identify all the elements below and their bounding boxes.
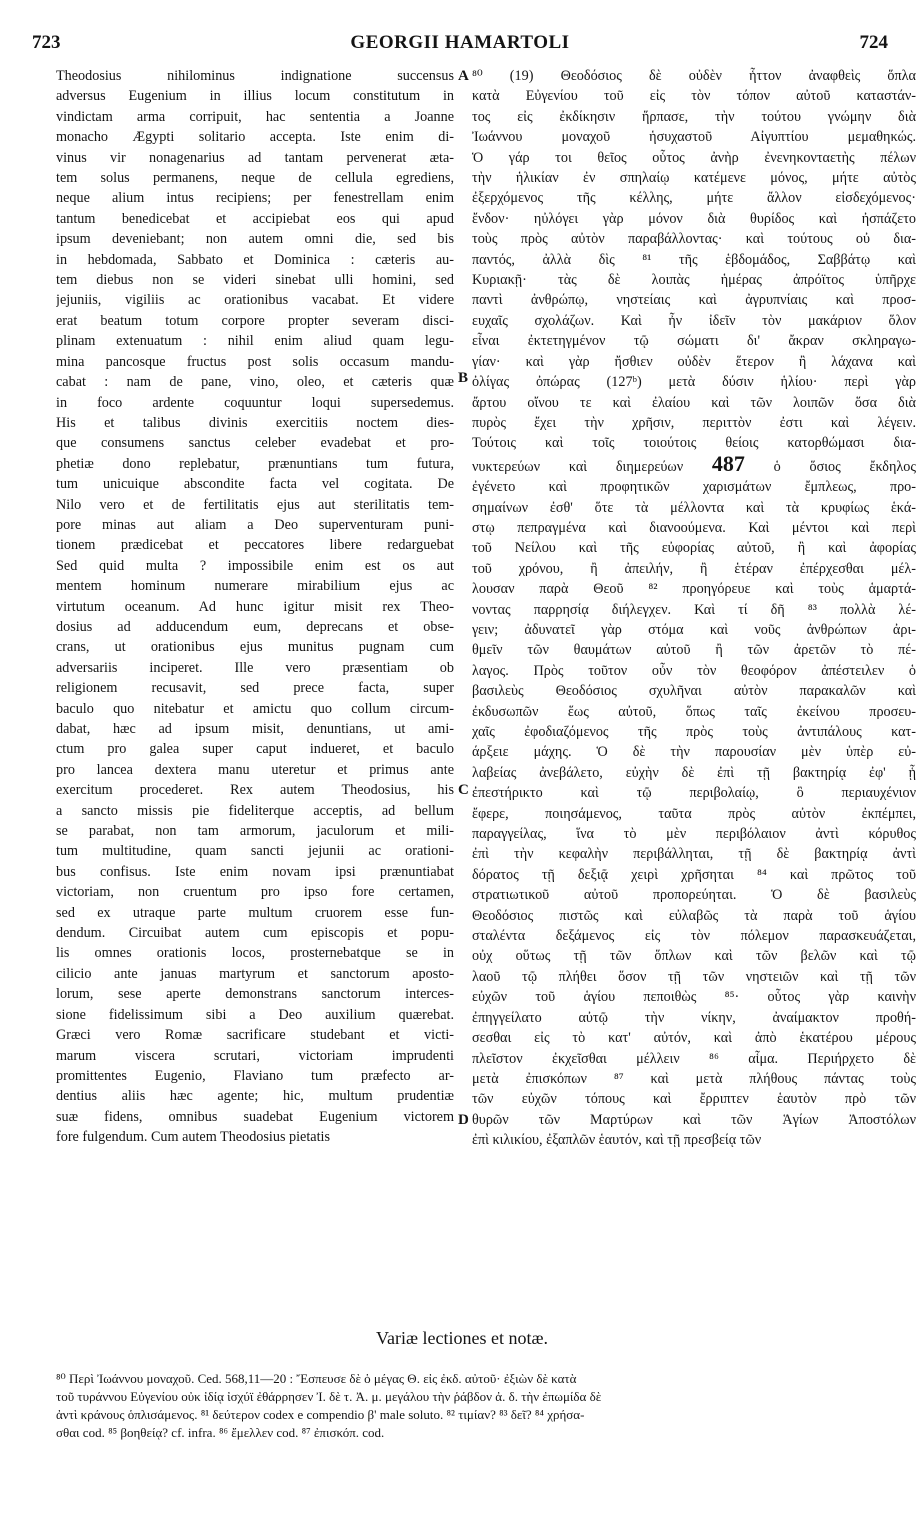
greek-line-part: νυκτερεύων καὶ διημερεύων (472, 458, 684, 475)
latin-line: monacho Ægypti solitario accepta. Iste enim di- (56, 129, 454, 146)
latin-line: mentem hominum numerare mirabilium ejus ac (56, 578, 454, 595)
greek-line: βασιλεὺς Θεοδόσιος σχυλῆναι αὐτὸν παρακαλῶν καὶ (472, 683, 916, 700)
latin-line: se parabat, non tam armorum, jaculorum et mili- (56, 823, 454, 840)
greek-line: ἐγένετο καὶ προφητικῶν χαρισμάτων ἔμπλεως, προ- (472, 479, 916, 496)
greek-line: ἄρτου οἴνου τε καὶ ἐλαίου καὶ τῶν λοιπῶν ὅσα διὰ (472, 394, 916, 411)
latin-line: neque alium intus recipiens; per fenestrellam enim (56, 190, 454, 207)
latin-line: virtutum oceanum. Ad hunc igitur misit rex Theo- (56, 598, 454, 615)
greek-line: τοὺς πρὸς αὐτὸν παραβάλλοντας· καὶ τούτους οὐ δια- (472, 231, 916, 248)
page-number-left: 723 (32, 32, 61, 53)
greek-line: τοῦ χρόνου, ἢ ἀπειλήν, ἢ ἑτέραν ἐπέρχεσθαι μέλ- (472, 560, 916, 577)
greek-line: τὴν ἡλικίαν ἐν σπηλαίῳ κατέμενε μόνος, μήτε αὐτὸς (472, 170, 916, 187)
greek-line: άρξειε μάχης. Ὁ δὲ τὴν παρουσίαν μὲν ὑπὲρ εὐ- (472, 744, 916, 761)
greek-line: παραγγείλας, ἵνα τὸ μὲν περιβόλαιον ἀντὶ κόρυθος (472, 826, 916, 843)
latin-line: baculo quo nitebatur et amictu quo collum circum- (56, 700, 454, 717)
greek-line: Τούτοις καὶ τοῖς τοιούτοις θείοις κατορθώμασι δια- (472, 435, 916, 452)
greek-line: ευχαῖς σχολάζων. Καὶ ἦν ἰδεῖν τὸν μακάριον ὅλον (472, 312, 916, 329)
greek-line: μετὰ ἐπισκόπων ⁸⁷ καὶ μετὰ πλήθους πάντας τοὺς (472, 1070, 916, 1087)
greek-line: Θεοδόσιος πιστῶς καὶ εὐλαβῶς τὰ παρὰ τοῦ ἁγίου (472, 907, 916, 924)
latin-line: sed ex utraque parte multum cruorem esse fun- (56, 904, 454, 921)
greek-column (472, 66, 916, 1151)
latin-line: Nilo vero et de fertilitatis ejus aut sterilitatis tem- (56, 496, 454, 513)
greek-line: ἐπὶ τὴν κεφαλὴν περιβάλληται, τῇ δὲ βακτηρίᾳ ἀντὶ (472, 846, 916, 863)
latin-line: promittentes Eugenio, Flaviano tum præfecto ar- (56, 1067, 454, 1084)
notes-heading: Variæ lectiones et notæ. (376, 1328, 548, 1348)
latin-line: tantum benedicebat et accipiebat eos qui apud (56, 210, 454, 227)
latin-line: suæ fidens, omnibus suadebat Eugenium victorem (56, 1108, 454, 1125)
latin-line: exercitum procederet. Rex autem Theodosius, his (56, 782, 454, 799)
greek-line: γίαν· καὶ γὰρ ἤσθιεν οὐδὲν ἕτερον ἢ λάχανα καὶ (472, 353, 916, 370)
greek-line: σημαίνων ἐσθ' ὅτε τὰ μέλλοντα καὶ τὰ κρυφίως ἑκά- (472, 499, 916, 516)
latin-line: dentius aliis hæc agente; hic, multum prudentiæ (56, 1088, 454, 1105)
greek-line: τῶν εὐχῶν τόπους καὶ ἔρριπτεν ἑαυτὸν πρὸ τῶν (472, 1091, 916, 1108)
note-line: σθαι cod. ⁸⁵ βοηθείᾳ? cf. infra. ⁸⁶ ἔμελλεν cod. ⁸⁷ ἐπισκόπ. cod. (56, 1425, 385, 1440)
note-line: ἀντὶ κράνους ὁπλισάμενος. ⁸¹ δεύτερον codex e compendio β' male soluto. ⁸² τιμίαν? ⁸³ δεῖ? ⁸⁴ χρήσα- (56, 1407, 585, 1422)
greek-line: ἐκδυσωπῶν ἕως αὐτοῦ, ὅπως ταῖς ἐκείνου προσευ- (472, 703, 916, 720)
latin-line: dosius ad adducendum eum, deprecans et obse- (56, 618, 454, 635)
latin-line: adversariis inciperet. Ille vero præsentiam ob (56, 659, 454, 676)
latin-line: pore minas aut aliam a Deo superventuram puni- (56, 516, 454, 533)
greek-line: σταλέντα δεξάμενος εἰς τὸν πόλεμον παρασκευάζεται, (472, 928, 916, 945)
latin-line: tionem prædicebat et peccatores libere redarguebat (56, 537, 454, 554)
latin-line: jejuniis, vigiliis ac orationibus vacabat. Et videre (56, 292, 454, 309)
latin-line: dabat, hæc ad ipsum misit, denuntians, ut ami- (56, 721, 454, 737)
margin-marker-b: B (458, 370, 469, 386)
greek-line: γειν; ἀδυνατεῖ γὰρ στόμα καὶ νοῦς ἀνθρώπων ἀρι- (472, 621, 916, 638)
greek-line: λαοῦ τῷ πλήθει ὅσον τῇ τῶν νηστειῶν καὶ τῇ τῶν (472, 968, 916, 985)
latin-line: in foco ardente coquuntur loqui supersedemus. (56, 394, 454, 411)
greek-line: σεσθαι εἰς τὸ κατ' αὐτόν, καὶ ἀπὸ ἑκατέρου μέρους (472, 1030, 916, 1047)
latin-line: Sed quid multa ? impossibile enim est os aut (56, 557, 454, 574)
greek-line: λουσαν παρὰ Θεοῦ ⁸² προηγόρευε καὶ τοὺς ἁμαρτά- (472, 581, 916, 598)
greek-line: χαῖς ἐφοδιαζόμενος τῆς πρὸς τοὺς ἀντιπάλους κατ- (472, 724, 916, 740)
greek-line: παντὶ ἀνθρώπῳ, νηστείαις καὶ ἀγρυπνίαις καὶ προσ- (472, 292, 916, 309)
latin-line: vinus vir nonagenarius ad tantam pervenerat æta- (56, 149, 454, 166)
latin-line: religionem recusavit, sed prece facta, super (56, 680, 454, 697)
greek-line: ἐπεστήρικτο καὶ τῷ περιβολαίῳ, ὃ περιαυχένιον (472, 785, 916, 802)
running-header (32, 32, 888, 58)
latin-line: cilicio ante januas martyrum et sanctorum aposto- (56, 965, 454, 982)
greek-line: θυρῶν τῶν Μαρτύρων καὶ τῶν Ἁγίων Ἀποστόλων (472, 1111, 916, 1128)
greek-line: ⁸⁰ (19) Θεοδόσιος δὲ οὐδὲν ἧττον ἀναφθεὶς ὅπλα (472, 68, 916, 84)
greek-line: στρατιωτικοῦ αὐτοῦ προπορεύηται. Ὁ δὲ βασιλεὺς (472, 887, 916, 904)
greek-line: Ἰωάννου μοναχοῦ ἡσυχαστοῦ Αἰγυπτίου μεμαθηκώς. (472, 129, 916, 146)
latin-line: que consumens sanctus celeber evadebat et pro- (56, 435, 454, 452)
latin-column (56, 66, 454, 1148)
greek-line: Ὁ γάρ τοι θεῖος οὗτος ἀνὴρ ἐνενηκονταετὴς πέλων (472, 149, 916, 166)
latin-line: pro lancea dextera manu uteretur et primus ante (56, 761, 454, 778)
latin-line: His et talibus divinis exercitiis noctem dies- (56, 414, 454, 431)
greek-line: τοῦ Νείλου καὶ τῆς εὐφορίας αὐτοῦ, ἢ καὶ ἀφορίας (472, 540, 916, 557)
note-line: ⁸⁰ Περὶ Ἰωάννου μοναχοῦ. Ced. 568,11—20 : Ἔσπευσε δὲ ὁ μέγας Θ. εἰς ἐκδ. αὐτοῦ· ἐξιὼν δὲ κατὰ (56, 1371, 577, 1386)
greek-line: ἐπὶ κιλικίου, ἐξαπλῶν ἑαυτόν, καὶ τῇ πρεσβείᾳ τῶν (472, 1132, 762, 1149)
latin-line: erat beatum totum corpore propter severam disci- (56, 312, 454, 329)
latin-line: tem solus permanens, neque de cellula egrediens, (56, 170, 454, 187)
running-title: GEORGII HAMARTOLI (350, 32, 570, 53)
greek-line: πυρὸς ἔχει τὴν χρῆσιν, περιττὸν ἐστι καὶ λέγειν. (472, 414, 916, 431)
greek-line: κατὰ Εὐγενίου τοῦ εἰς τὸν τόπον αὐτοῦ καταστάν- (472, 88, 916, 105)
greek-line: λαγος. Πρὸς τοῦτον οὖν τὸν θεοφόρον ἀπέστειλεν ὁ (472, 662, 916, 679)
latin-line: adversus Eugenium in illius locum constitutum in (56, 88, 454, 105)
latin-line: Græci vero Romæ sacrificare studebant et victi- (56, 1027, 454, 1044)
latin-line: in hebdomada, Sabbato et Dominica : cæteris au- (56, 251, 454, 268)
greek-line: τος εἰς ἐκδίκησιν ἥρπασε, τὴν τούτου γνώμην διὰ (472, 108, 916, 125)
latin-line: lis omnes orationis locos, prosternebatque se in (56, 945, 454, 962)
greek-line: ἐπηγγείλατο αὐτῷ τὴν νίκην, ἀναίμακτον προθή- (472, 1009, 916, 1026)
greek-line (472, 454, 916, 477)
latin-line: bus confisus. Iste enim novam ipsi prænuntiabat (56, 863, 454, 880)
latin-line: vindictam arma corripuit, hac sententia a Joanne (56, 108, 454, 125)
greek-line: Κυριακῇ· τὰς δὲ λοιπὰς ἡμέρας ἀπρόϊτος ὑπῆρχε (472, 272, 916, 289)
latin-line: tem diebus non se videri sinebat ulli homini, sed (56, 272, 454, 289)
latin-line: cabat : nam de pane, vino, oleo, et cæteris quæ (56, 374, 454, 391)
latin-line: dendum. Circuibat autem cum episcopis et popu- (56, 925, 454, 942)
greek-line: ἔφερε, ποιησάμενος, ταῦτα πρὸς αὐτὸν ἐκπέμπει, (472, 805, 916, 822)
notes-block (56, 1370, 916, 1442)
margin-marker-d: D (458, 1112, 469, 1128)
latin-line: marum viscera scrutari, victoriam imprudenti (56, 1047, 454, 1064)
latin-line: phetiæ dono replebatur, prænuntians tum futura, (56, 455, 454, 472)
latin-line: a sancto missis pie fideliterque acceptis, ad bellum (56, 802, 454, 819)
latin-line: ctum pro galea super caput indueret, et baculo (56, 741, 454, 758)
latin-line: lorum, sese aperte demonstrans sanctorum interces- (56, 986, 454, 1003)
latin-line: fore fulgendum. Cum autem Theodosius pietatis (56, 1129, 330, 1146)
greek-line: εἶναι ἐκτετηγμένον τῷ σώματι δι' ἄκραν σκληραγω- (472, 333, 916, 350)
greek-line: λαβείας ἀνεβάλετο, εὐχὴν δὲ ἐπὶ τῇ βακτηρίᾳ ἐφ' ᾗ (472, 764, 916, 781)
greek-line: πλεῖστον ἐκχεῖσθαι μέλλειν ⁸⁶ αἷμα. Περιήρχετο δὲ (472, 1050, 916, 1067)
page-number-right: 724 (859, 32, 888, 53)
greek-line: στῳ πεπραγμένα καὶ διανοούμενα. Καὶ μέντοι καὶ περὶ (472, 519, 916, 536)
greek-line: ἔνδον· ηὐλόγει γὰρ μόνον διὰ θυρίδος καὶ ἠσπάζετο (472, 210, 916, 227)
latin-line: tum multitudine, quam sancti jejunii ac orationi- (56, 843, 454, 860)
greek-line: νοντας παρρησίᾳ διήλεγχεν. Καὶ τί δῆ ⁸³ πολλὰ λέ- (472, 601, 916, 618)
latin-line: Theodosius nihilominus indignatione succensus (56, 68, 454, 84)
greek-line: θμεῖν τῶν θαυμάτων αὐτοῦ ἢ τῶν ἀρετῶν τὸ πέ- (472, 642, 916, 659)
latin-line: ipsum deveniebant; non autem omni die, sed bis (56, 231, 454, 248)
greek-line: δόρατος τῇ δεξιᾷ χειρὶ χρῆσηται ⁸⁴ καὶ πρῶτος τοῦ (472, 866, 916, 883)
greek-line-part: ὁ ὅσιος ἔκδηλος (773, 458, 916, 475)
greek-line: ὀλίγας ὀπώρας (127ᵇ) μετὰ δύσιν ἡλίου· περὶ γὰρ (472, 374, 916, 391)
greek-line: εὐχῶν τοῦ ἁγίου πεποιθὼς ⁸⁵· οὗτος γὰρ καινὴν (472, 989, 916, 1006)
latin-line: mina pancosque fructus post solis occasum mandu- (56, 353, 454, 370)
margin-marker-a: A (458, 68, 469, 84)
latin-line: plinam extenuatum : nihil enim aliud quam legu- (56, 333, 454, 350)
greek-line: ἐξερχόμενος τῆς κέλλης, μήτε ἄλλον εἰσδεχόμενος· (472, 190, 916, 207)
margin-marker-c: C (458, 782, 469, 798)
latin-line: victoriam, non cruentum pro ipso fore certamen, (56, 884, 454, 901)
latin-line: crans, ut orationibus ejus munitus pugnam cum (56, 639, 454, 656)
column-number: 487 (711, 453, 745, 476)
greek-line: παντός, ἀλλὰ δὶς ⁸¹ τῆς ἑβδομάδος, Σαββάτῳ καὶ (472, 251, 916, 268)
note-line: τοῦ τυράννου Εὐγενίου οὐκ ἰδίᾳ ἰσχύϊ ἐθάρρησεν Ἰ. δὲ τ. Ἀ. μ. μεγάλου τὴν ῥάβδον ἀ. δ. τὴν ἐπωμίδα δὲ (56, 1389, 602, 1404)
greek-line: οὐχ οὕτως τῇ τῶν ὅπλων καὶ τῶν βελῶν καὶ τῷ (472, 948, 916, 965)
latin-line: sione fidelissimum sibi a Deo auxilium quærebat. (56, 1006, 454, 1023)
latin-line: tum unicuique abscondite facta vel cogitata. De (56, 476, 454, 493)
